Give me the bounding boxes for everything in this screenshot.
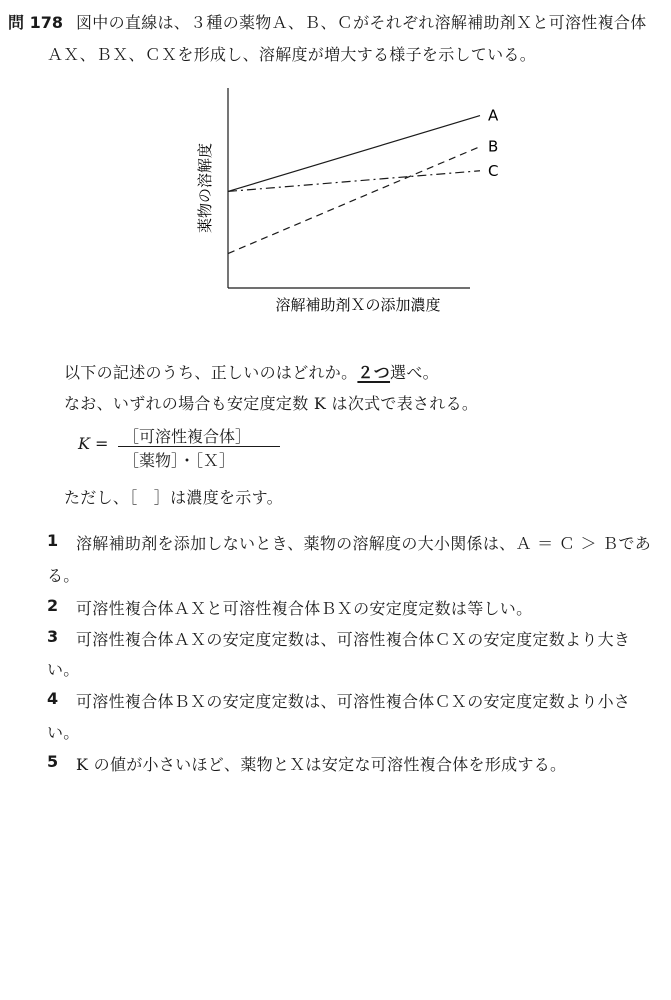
fraction-bar: [118, 446, 280, 447]
instruction-text: 以下の記述のうち、正しいのはどれか。: [64, 363, 358, 382]
instruction-text-end: 選べ。: [390, 363, 439, 382]
choice-1-text-cont: る。: [47, 566, 80, 585]
series-line-c: [228, 171, 480, 192]
instruction-line2: なお、いずれの場合も安定度定数 K は次式で表される。: [64, 394, 479, 413]
series-line-b: [228, 147, 480, 254]
instruction-line1: [64, 360, 439, 383]
choice-5-text: K の値が小さいほど、薬物とＸは安定な可溶性複合体を形成する。: [76, 755, 567, 774]
question-stem-line2: ＡＸ、ＢＸ、ＣＸを形成し、溶解度が増大する様子を示している。: [47, 45, 537, 64]
choice-3-number: 3: [47, 627, 59, 646]
formula-lhs: K =: [78, 434, 109, 453]
series-label-c: C: [488, 161, 499, 180]
choice-4-text: 可溶性複合体ＢＸの安定度定数は、可溶性複合体ＣＸの安定度定数より小さ: [76, 692, 631, 711]
choice-4-number: 4: [47, 689, 59, 708]
series-line-a: [228, 116, 480, 192]
formula-denominator: ［薬物］・［Ｘ］: [123, 451, 236, 470]
choice-3-text: 可溶性複合体ＡＸの安定度定数は、可溶性複合体ＣＸの安定度定数より大き: [76, 630, 631, 649]
choice-3-text-cont: い。: [47, 660, 80, 679]
formula-numerator: ［可溶性複合体］: [123, 427, 252, 446]
bracket-note: ただし、［ ］は濃度を示す。: [64, 488, 283, 507]
solubility-chart: [180, 80, 520, 320]
series-label-a: A: [488, 106, 499, 125]
choice-2-text: 可溶性複合体ＡＸと可溶性複合体ＢＸの安定度定数は等しい。: [76, 599, 533, 618]
choice-5-number: 5: [47, 752, 59, 771]
question-stem-line1: 図中の直線は、３種の薬物Ａ、Ｂ、Ｃがそれぞれ溶解補助剤Ｘと可溶性複合体: [76, 13, 647, 32]
question-number: 問 178: [8, 13, 63, 32]
choice-1-text: 溶解補助剤を添加しないとき、薬物の溶解度の大小関係は、Ａ ＝ Ｃ ＞ Ｂであ: [76, 534, 652, 553]
series-label-b: B: [488, 137, 499, 156]
choice-1-number: 1: [47, 531, 59, 550]
choice-4-text-cont: い。: [47, 723, 80, 742]
emphasis-count: ２つ: [357, 363, 391, 382]
y-axis-label: 薬物の溶解度: [196, 142, 214, 234]
choice-2-number: 2: [47, 596, 59, 615]
x-axis-label: 溶解補助剤Ｘの添加濃度: [275, 296, 441, 314]
